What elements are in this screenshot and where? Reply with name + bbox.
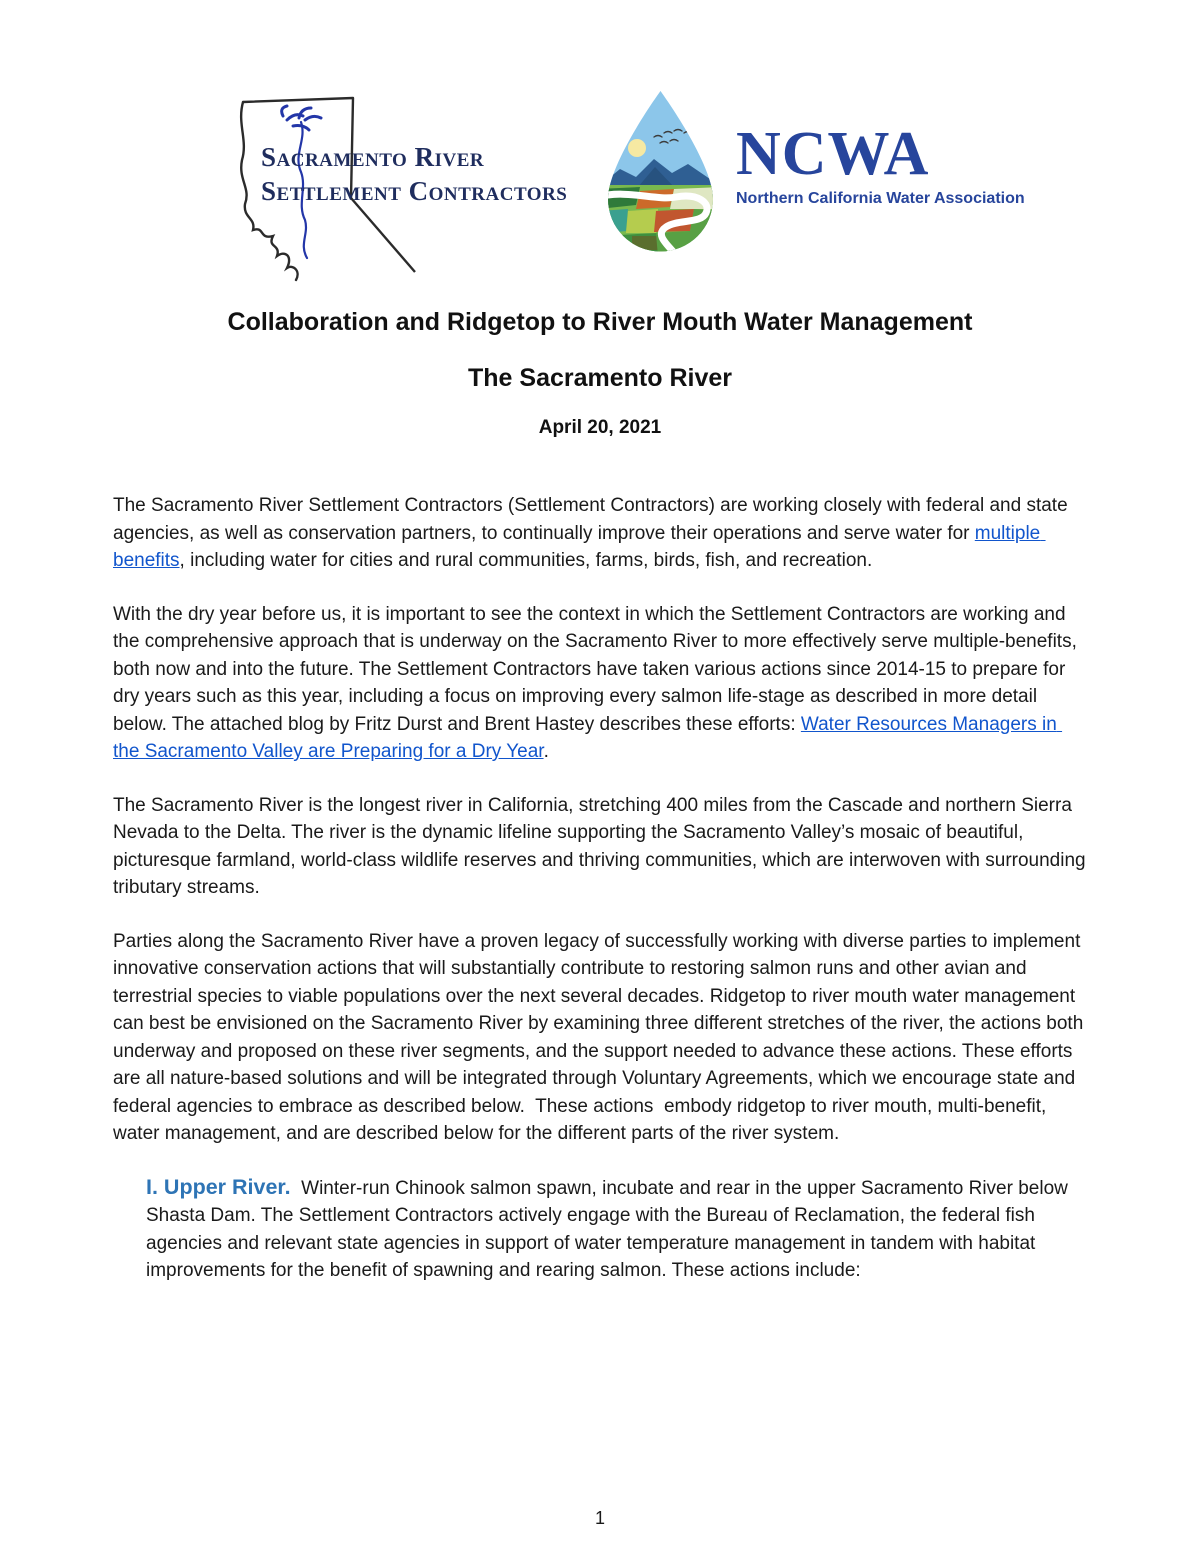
srsc-logo [235, 88, 568, 288]
paragraph [113, 792, 1091, 902]
paragraph [113, 492, 1088, 575]
water-drop-icon [598, 85, 723, 257]
body-text: With the dry year before us, it is important to see the context in which the Settlement Contractors are working and the comprehensive approach that is underway on the Sacramento River to more effectively serve multiple-benefits, both now and into the future. The Settlement Contractors have taken various actions since 2014-15 to prepare for dry years such as this year, including a focus on improving every salmon life-stage as described in more detail below. The attached blog by Fritz Durst and Brent Hastey describes these efforts: [113, 603, 1083, 735]
srsc-logo-line2: Settlement Contractors [261, 176, 568, 206]
body-text: Winter-run Chinook salmon spawn, incubate and rear in the upper Sacramento River below Shasta Dam. The Settlement Contractors actively engage with the Bureau of Reclamation, the federal fish agencies and relevant state agencies in support of water temperature management in tandem with habitat improvements for the benefit of spawning and rearing salmon. These actions include: [146, 1177, 1074, 1281]
ncwa-acronym: NCWA [736, 120, 930, 188]
srsc-logo-line1: Sacramento River [261, 142, 485, 172]
ncwa-logo-text [736, 120, 1025, 208]
document-body [113, 492, 1091, 1311]
document-date: April 20, 2021 [538, 417, 662, 438]
inline-link[interactable]: multiple benefits [113, 522, 1046, 571]
page-number: 1 [594, 1508, 605, 1528]
body-text: , including water for cities and rural communities, farms, birds, fish, and recreation. [179, 550, 873, 571]
ncwa-tagline: Northern California Water Association [736, 190, 1025, 207]
page-footer [0, 1508, 1200, 1529]
paragraph [113, 1174, 1088, 1285]
ncwa-logo [598, 85, 1025, 265]
document-subtitle: The Sacramento River [468, 364, 732, 392]
paragraph [113, 928, 1088, 1148]
header-logos [0, 0, 1200, 300]
body-text: The Sacramento River Settlement Contractors (Settlement Contractors) are working closely with federal and state agencies, as well as conservation partners, to continually improve their operations and serve water for [113, 495, 1073, 544]
document-title: Collaboration and Ridgetop to River Mouth Water Management [227, 308, 973, 336]
body-text: The Sacramento River is the longest river in California, stretching 400 miles from the Cascade and northern Sierra Nevada to the Delta. The river is the dynamic lifeline supporting the Sacramento Valley’s mosaic of beautiful, picturesque farmland, world-class wildlife reserves and thriving communities, which are interwoven with surrounding tributary streams. [113, 794, 1091, 898]
section-heading: I. Upper River. [146, 1174, 291, 1199]
body-text: . [543, 741, 549, 762]
srsc-logo-text [261, 140, 567, 208]
title-block [0, 308, 1200, 439]
inline-link[interactable]: Water Resources Managers in the Sacramento Valley are Preparing for a Dry Year [113, 713, 1063, 762]
body-text: Parties along the Sacramento River have a proven legacy of successfully working with diverse parties to implement innovative conservation actions that will substantially contribute to restoring salmon runs and other avian and terrestrial species to viable populations over the next several decades. Ridgetop to river mouth water management can best be envisioned on the Sacramento River by examining three different stretches of the river, the actions both underway and proposed on these river segments, and the support needed to advance these actions. These efforts are all nature-based solutions and will be integrated through Voluntary Agreements, which we encourage state and federal agencies to embrace as described below. These actions embody ridgetop to river mouth, multi-benefit, water management, and are described below for the different parts of the river system. [113, 930, 1089, 1144]
paragraph [113, 601, 1088, 766]
